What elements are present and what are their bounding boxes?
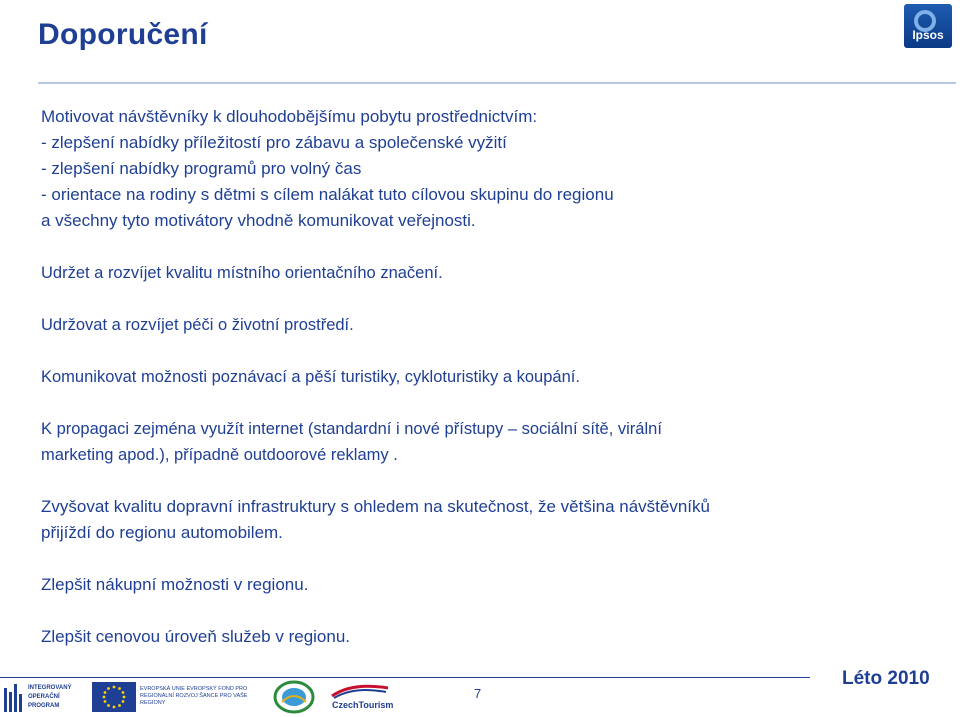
body-line: Zlepšit nákupní možnosti v regionu.	[41, 575, 309, 594]
ipsos-logo	[904, 4, 952, 48]
recommendation-block	[41, 416, 921, 468]
recommendation-block	[41, 494, 921, 546]
page-number: 7	[474, 686, 482, 701]
body-line: Komunikovat možnosti poznávací a pěší turistiky, cykloturistiky a koupání.	[41, 368, 580, 386]
body-line: Udržet a rozvíjet kvalitu místního orientačního značení.	[41, 264, 443, 282]
body-line: - orientace na rodiny s dětmi s cílem nalákat tuto cílovou skupinu do regionu	[41, 185, 614, 204]
body-line: Motivovat návštěvníky k dlouhodobějšímu pobytu prostřednictvím:	[41, 107, 538, 126]
body-line: marketing apod.), případně outdoorové reklamy .	[41, 446, 398, 464]
recommendation-block	[41, 312, 921, 338]
czechtourism-logo	[328, 682, 392, 714]
page-title: Doporučení	[38, 18, 208, 51]
recommendation-block	[41, 260, 921, 286]
eu-stars-icon	[92, 682, 136, 712]
body-line: - zlepšení nabídky příležitostí pro zábavu a společenské vyžití	[41, 133, 507, 152]
eu-logo-text: EVROPSKÁ UNIE EVROPSKÝ FOND PRO REGIONÁLNÍ ROZVOJ ŠANCE PRO VAŠE REGIONY	[140, 686, 248, 706]
body-line: Zvyšovat kvalitu dopravní infrastruktury s ohledem na skutečnost, že většina návštěvníků	[41, 497, 710, 516]
recommendation-block	[41, 364, 921, 390]
recommendations-body	[41, 104, 921, 676]
iop-logo-text: INTEGROVANÝ OPERAČNÍ PROGRAM	[28, 685, 72, 709]
footer-divider	[0, 677, 810, 678]
body-line: přijíždí do regionu automobilem.	[41, 523, 283, 542]
czechtourism-logo-text: CzechTourism	[332, 700, 394, 710]
eu-flag-logo	[92, 682, 136, 712]
regional-round-logo	[272, 680, 316, 714]
recommendation-block	[41, 624, 921, 650]
recommendation-block	[41, 572, 921, 598]
czechtourism-logo-mark	[328, 682, 392, 700]
body-line: - zlepšení nabídky programů pro volný čas	[41, 159, 362, 178]
iop-logo-icon	[4, 684, 26, 712]
body-line: Zlepšit cenovou úroveň služeb v regionu.	[41, 627, 351, 646]
recommendation-block	[41, 104, 921, 234]
iop-logo	[4, 684, 84, 712]
season-label: Léto 2010	[842, 668, 930, 689]
header-divider	[38, 82, 956, 84]
body-line: K propagaci zejména využít internet (standardní i nové přístupy – sociální sítě, virální	[41, 420, 662, 438]
body-line: Udržovat a rozvíjet péči o životní prostředí.	[41, 316, 354, 334]
body-line: a všechny tyto motivátory vhodně komunikovat veřejnosti.	[41, 211, 476, 230]
ipsos-logo-text: Ipsos	[912, 28, 944, 42]
